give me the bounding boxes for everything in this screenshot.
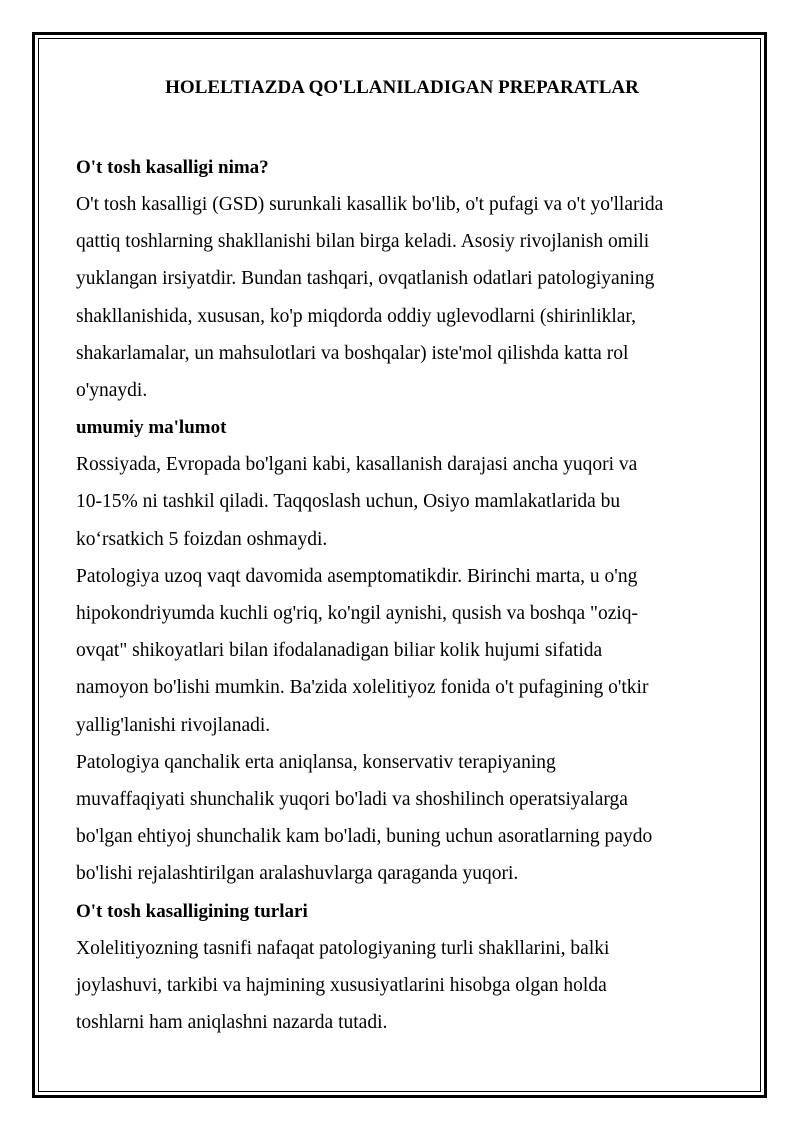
text-line: Rossiyada, Evropada bo'lgani kabi, kasallanish darajasi ancha yuqori va — [76, 454, 638, 476]
text-line: qattiq toshlarning shakllanishi bilan birga keladi. Asosiy rivojlanish omili — [76, 231, 650, 253]
paragraph — [76, 186, 728, 409]
paragraph — [76, 558, 728, 744]
text-line: namoyon bo'lishi mumkin. Ba'zida xolelitiyoz fonida o't pufagining o'tkir — [76, 677, 649, 699]
text-line: ko‘rsatkich 5 foizdan oshmaydi. — [76, 528, 328, 550]
text-line: yuklangan irsiyatdir. Bundan tashqari, ovqatlanish odatlari patologiyaning — [76, 268, 655, 290]
section-types-of-gallstone-disease — [76, 893, 728, 1042]
text-line: muvaffaqiyati shunchalik yuqori bo'ladi va shoshilinch operatsiyalarga — [76, 789, 628, 811]
text-line: bo'lgan ehtiyoj shunchalik kam bo'ladi, buning uchun asoratlarning paydo — [76, 826, 653, 848]
text-line: bo'lishi rejalashtirilgan aralashuvlarga qaraganda yuqori. — [76, 863, 519, 885]
text-line: ovqat" shikoyatlari bilan ifodalanadigan biliar kolik hujumi sifatida — [76, 640, 603, 662]
paragraph — [76, 744, 728, 893]
paragraph — [76, 930, 728, 1042]
text-line: o'ynaydi. — [76, 380, 148, 402]
section-general-information — [76, 409, 728, 892]
text-line: shakllanishida, xususan, ko'p miqdorda oddiy uglevodlarni (shirinliklar, — [76, 305, 637, 327]
section-heading: O't tosh kasalligining turlari — [76, 900, 308, 922]
text-line: hipokondriyumda kuchli og'riq, ko'ngil aynishi, qusish va boshqa "oziq- — [76, 603, 639, 625]
document-title: HOLELTIAZDA QO'LLANILADIGAN PREPARATLAR — [165, 77, 639, 98]
section-what-is-gallstone-disease — [76, 149, 728, 409]
paragraph — [76, 446, 728, 558]
text-line: shakarlamalar, un mahsulotlari va boshqalar) iste'mol qilishda katta rol — [76, 342, 629, 364]
text-line: Patologiya qanchalik erta aniqlansa, konservativ terapiyaning — [76, 751, 556, 773]
text-line: yallig'lanishi rivojlanadi. — [76, 714, 271, 736]
text-line: Patologiya uzoq vaqt davomida asemptomatikdir. Birinchi marta, u o'ng — [76, 565, 638, 587]
text-line: O't tosh kasalligi (GSD) surunkali kasallik bo'lib, o't pufagi va o't yo'llarida — [76, 194, 664, 215]
text-line: Xolelitiyozning tasnifi nafaqat patologiyaning turli shakllarini, balki — [76, 937, 610, 959]
section-heading: umumiy ma'lumot — [76, 417, 227, 439]
section-heading: O't tosh kasalligi nima? — [76, 157, 269, 178]
document-body — [76, 76, 728, 1041]
text-line: toshlarni ham aniqlashni nazarda tutadi. — [76, 1012, 388, 1034]
text-line: 10-15% ni tashkil qiladi. Taqqoslash uchun, Osiyo mamlakatlarida bu — [76, 491, 621, 513]
text-line: joylashuvi, tarkibi va hajmining xususiyatlarini hisobga olgan holda — [76, 974, 607, 996]
title-spacer — [76, 100, 728, 149]
